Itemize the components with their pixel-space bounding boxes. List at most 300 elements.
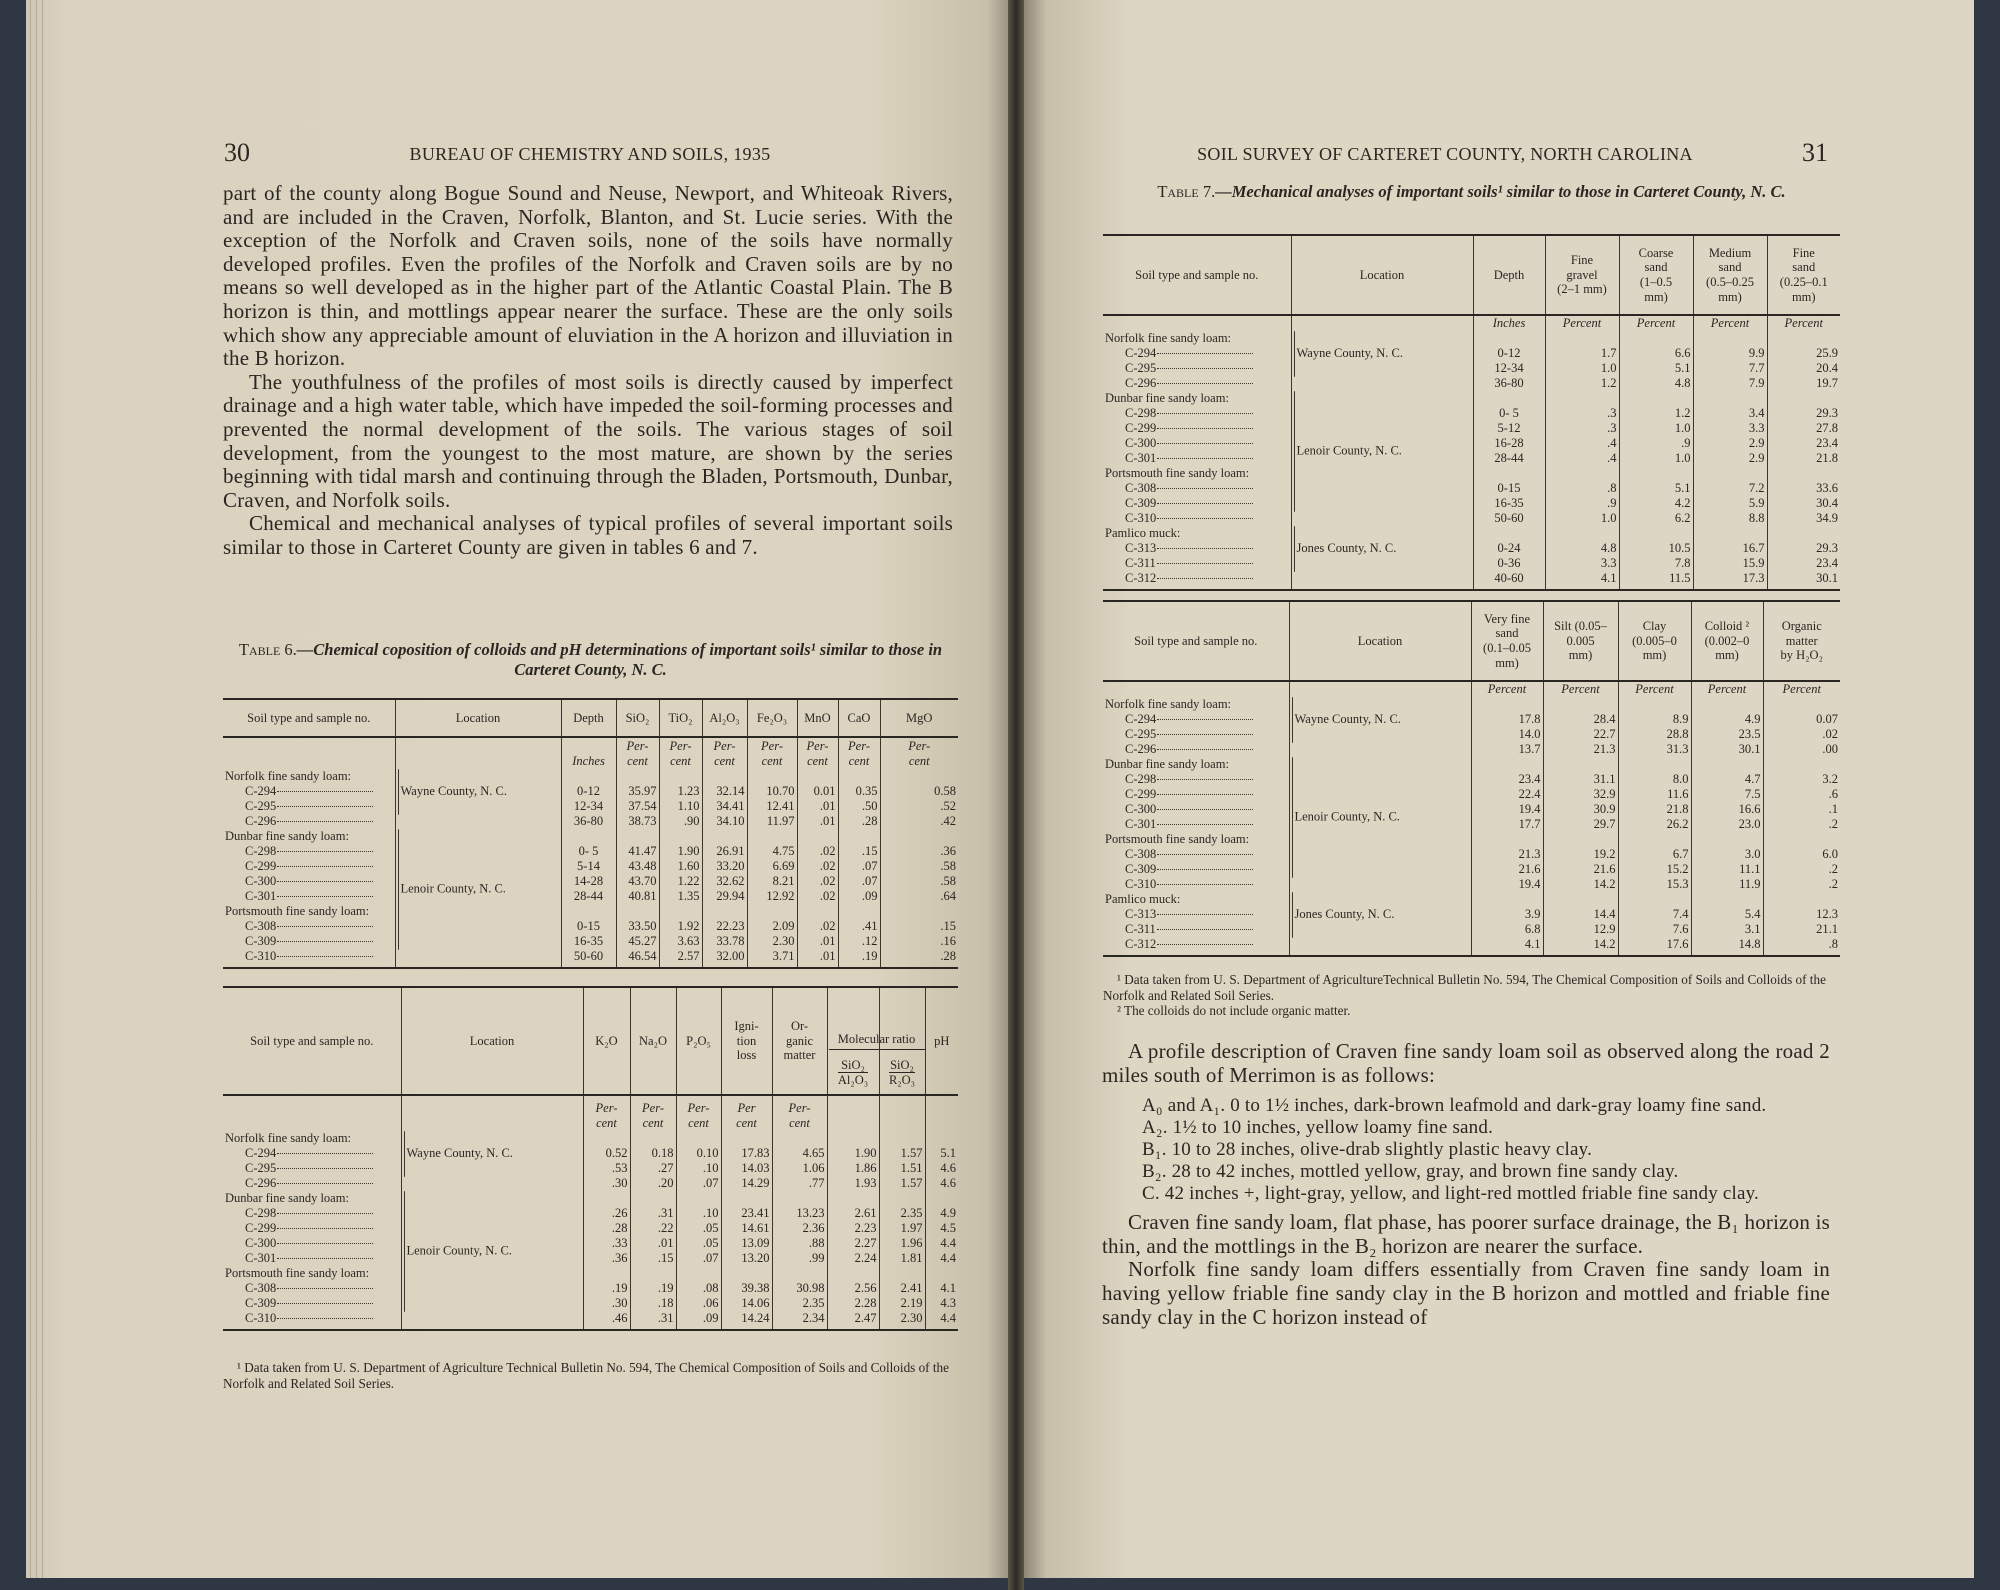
data-cell: 1.90 xyxy=(827,1146,879,1161)
data-cell: 1.7 xyxy=(1545,346,1619,361)
data-cell: 8.21 xyxy=(747,874,797,889)
blank-cell xyxy=(1103,315,1291,331)
data-cell: 28.4 xyxy=(1543,712,1618,727)
blank-cell xyxy=(395,737,561,769)
column-header: Igni- tion loss xyxy=(721,987,772,1095)
soil-type-name: Dunbar fine sandy loam: xyxy=(225,829,349,843)
table-row xyxy=(223,814,958,829)
profile-description-list xyxy=(1102,1095,1830,1205)
data-cell: 6.7 xyxy=(1618,847,1691,862)
unit-label: Per- cent xyxy=(583,1095,630,1131)
data-cell: 1.10 xyxy=(659,799,702,814)
data-cell: 4.8 xyxy=(1545,541,1619,556)
header-row xyxy=(223,699,958,737)
blank-cell xyxy=(1291,315,1473,331)
data-cell: 1.57 xyxy=(879,1176,925,1191)
data-cell: 30.1 xyxy=(1691,742,1763,757)
soil-type-name: Portsmouth fine sandy loam: xyxy=(225,904,370,918)
sample-label xyxy=(223,1311,401,1326)
sample-id: C-299 xyxy=(245,859,277,873)
dot-leader xyxy=(1157,869,1253,870)
data-cell: 2.34 xyxy=(772,1311,827,1326)
units-row xyxy=(1103,681,1840,697)
sample-id: C-296 xyxy=(245,1176,277,1190)
data-cell: 1.51 xyxy=(879,1161,925,1176)
data-cell: 34.10 xyxy=(702,814,747,829)
footnote: ¹ Data taken from U. S. Department of AgricultureTechnical Bulletin No. 594, The Chemical Composition of Soils and Colloids of the Norfolk and Related Soil Series. xyxy=(1103,972,1826,1003)
sample-id: C-294 xyxy=(245,784,277,798)
column-header: Location xyxy=(1289,601,1471,681)
unit-label: Per- cent xyxy=(838,737,880,769)
data-cell: 19.4 xyxy=(1471,802,1543,817)
blank-cell xyxy=(1693,331,1767,346)
soil-type-label xyxy=(1103,832,1289,847)
data-cell: .36 xyxy=(583,1251,630,1266)
sample-id: C-313 xyxy=(1125,907,1157,921)
soil-type-label xyxy=(1103,331,1291,346)
data-cell: .28 xyxy=(583,1221,630,1236)
data-cell: 30.9 xyxy=(1543,802,1618,817)
table7-mechanical-analyses-cont xyxy=(1103,600,1840,957)
unit-label: Inches xyxy=(561,737,616,769)
data-cell: .16 xyxy=(880,934,958,949)
sample-label xyxy=(1103,877,1289,892)
table-row xyxy=(1103,742,1840,757)
location-name: Jones County, N. C. xyxy=(1294,906,1395,921)
blank-cell xyxy=(659,964,702,968)
blank-cell xyxy=(721,1266,772,1281)
data-cell: 23.4 xyxy=(1767,436,1840,451)
data-cell: 33.50 xyxy=(616,919,659,934)
unit-label xyxy=(827,1095,879,1131)
unit-label: Per cent xyxy=(721,1095,772,1131)
blank-cell xyxy=(1691,952,1763,956)
location-name: Wayne County, N. C. xyxy=(1296,345,1404,360)
table-row xyxy=(223,1161,958,1176)
data-cell: 0.01 xyxy=(797,784,838,799)
blank-cell xyxy=(1691,832,1763,847)
data-cell: .2 xyxy=(1763,862,1840,877)
data-cell: 37.54 xyxy=(616,799,659,814)
data-cell: 14.29 xyxy=(721,1176,772,1191)
blank-cell xyxy=(797,769,838,784)
dot-leader xyxy=(1157,944,1253,945)
data-cell: 4.75 xyxy=(747,844,797,859)
dot-leader xyxy=(277,1153,373,1154)
column-header: Al₂O₃ xyxy=(702,699,747,737)
data-cell: 4.9 xyxy=(1691,712,1763,727)
data-cell: 1.81 xyxy=(879,1251,925,1266)
blank-cell xyxy=(1473,391,1545,406)
data-cell: 13.7 xyxy=(1471,742,1543,757)
blank-cell xyxy=(1767,526,1840,541)
column-header: Soil type and sample no. xyxy=(223,699,395,737)
data-cell: 1.93 xyxy=(827,1176,879,1191)
horizon-a2: A₂. 1½ to 10 inches, yellow loamy fine sand. xyxy=(1142,1117,1494,1139)
blank-cell xyxy=(827,1131,879,1146)
blank-cell xyxy=(1618,952,1691,956)
data-cell: .18 xyxy=(630,1296,676,1311)
data-cell: 4.7 xyxy=(1691,772,1763,787)
data-cell: .58 xyxy=(880,874,958,889)
data-cell: 1.2 xyxy=(1619,406,1693,421)
data-cell: .06 xyxy=(676,1296,721,1311)
data-cell: 12.3 xyxy=(1763,907,1840,922)
data-cell: 2.9 xyxy=(1693,436,1767,451)
data-cell: 2.28 xyxy=(827,1296,879,1311)
column-header: Colloid ² (0.002–0 mm) xyxy=(1691,601,1763,681)
blank-cell xyxy=(1767,391,1840,406)
data-cell: 35.97 xyxy=(616,784,659,799)
dot-leader xyxy=(277,806,373,807)
data-cell: .00 xyxy=(1763,742,1840,757)
data-cell: 19.4 xyxy=(1471,877,1543,892)
data-cell: .90 xyxy=(659,814,702,829)
sample-label xyxy=(1103,772,1289,787)
unit-label xyxy=(925,1095,958,1131)
ratio-fraction xyxy=(889,1058,915,1088)
table6-footnote: ¹ Data taken from U. S. Department of Agriculture Technical Bulletin No. 594, The Chemical Composition of Soils and Colloids of the Norfolk and Related Soil Series. xyxy=(223,1360,949,1391)
dot-leader xyxy=(277,1213,373,1214)
column-header: Location xyxy=(1291,235,1473,315)
data-cell: 14.2 xyxy=(1543,937,1618,952)
dot-leader xyxy=(1157,413,1253,414)
data-cell: .07 xyxy=(838,859,880,874)
spacer-row xyxy=(1103,952,1840,956)
sample-label xyxy=(1103,511,1291,526)
data-cell: 2.35 xyxy=(772,1296,827,1311)
dot-leader xyxy=(1157,563,1253,564)
table-row xyxy=(1103,847,1840,862)
brace-icon xyxy=(1292,757,1293,878)
blank-cell xyxy=(223,1095,401,1131)
data-cell: 0-24 xyxy=(1473,541,1545,556)
sample-id: C-311 xyxy=(1125,556,1156,570)
data-cell: 30.98 xyxy=(772,1281,827,1296)
blank-cell xyxy=(1763,832,1840,847)
location-cell xyxy=(395,769,561,829)
sample-id: C-309 xyxy=(245,1296,277,1310)
dot-leader xyxy=(1157,548,1253,549)
data-cell: .30 xyxy=(583,1176,630,1191)
data-cell: 14.2 xyxy=(1543,877,1618,892)
data-cell: 0.35 xyxy=(838,784,880,799)
unit-label: Percent xyxy=(1693,315,1767,331)
data-cell: .77 xyxy=(772,1176,827,1191)
sample-id: C-300 xyxy=(1125,436,1157,450)
data-cell: 10.70 xyxy=(747,784,797,799)
data-cell: 3.63 xyxy=(659,934,702,949)
blank-cell xyxy=(223,964,395,968)
data-cell: 21.6 xyxy=(1543,862,1618,877)
data-cell: 3.2 xyxy=(1763,772,1840,787)
unit-label: Per- cent xyxy=(880,737,958,769)
sample-id: C-311 xyxy=(1125,922,1156,936)
soil-type-heading-row xyxy=(223,1191,958,1206)
column-header: Soil type and sample no. xyxy=(1103,235,1291,315)
brace-icon xyxy=(1292,892,1293,938)
table-row xyxy=(1103,922,1840,937)
blank-cell xyxy=(1545,466,1619,481)
data-cell: 2.9 xyxy=(1693,451,1767,466)
soil-type-heading-row xyxy=(1103,757,1840,772)
data-cell: .33 xyxy=(583,1236,630,1251)
blank-cell xyxy=(676,1131,721,1146)
data-cell: 0-12 xyxy=(1473,346,1545,361)
blank-cell xyxy=(1693,466,1767,481)
data-cell: .02 xyxy=(797,889,838,904)
data-cell: 14-28 xyxy=(561,874,616,889)
sample-id: C-298 xyxy=(1125,772,1157,786)
data-cell: 2.61 xyxy=(827,1206,879,1221)
dot-leader xyxy=(1157,518,1253,519)
blank-cell xyxy=(702,904,747,919)
blank-cell xyxy=(1691,892,1763,907)
data-cell: 13.23 xyxy=(772,1206,827,1221)
blank-cell xyxy=(1693,391,1767,406)
data-cell: 21.8 xyxy=(1618,802,1691,817)
blank-cell xyxy=(880,904,958,919)
data-cell: 31.3 xyxy=(1618,742,1691,757)
table-row xyxy=(1103,907,1840,922)
sample-label xyxy=(1103,817,1289,832)
data-cell: 7.5 xyxy=(1691,787,1763,802)
data-cell: 4.65 xyxy=(772,1146,827,1161)
column-header: Organic matter by H₂O₂ xyxy=(1763,601,1840,681)
data-cell: 12.92 xyxy=(747,889,797,904)
sample-id: C-309 xyxy=(1125,496,1157,510)
data-cell: .50 xyxy=(838,799,880,814)
location-cell xyxy=(1289,892,1471,952)
data-cell: 46.54 xyxy=(616,949,659,964)
data-cell: 7.4 xyxy=(1618,907,1691,922)
data-cell: .02 xyxy=(797,919,838,934)
blank-cell xyxy=(772,1266,827,1281)
data-cell: 5.1 xyxy=(1619,481,1693,496)
data-cell: .02 xyxy=(1763,727,1840,742)
data-cell: 1.2 xyxy=(1545,376,1619,391)
data-cell: 1.0 xyxy=(1545,511,1619,526)
data-cell: 21.1 xyxy=(1763,922,1840,937)
data-cell: 2.27 xyxy=(827,1236,879,1251)
data-cell: .31 xyxy=(630,1311,676,1326)
soil-type-label xyxy=(1103,697,1289,712)
blank-cell xyxy=(772,1326,827,1330)
data-cell: 21.3 xyxy=(1471,847,1543,862)
column-header: Fine gravel (2–1 mm) xyxy=(1545,235,1619,315)
blank-cell xyxy=(1543,832,1618,847)
blank-cell xyxy=(838,829,880,844)
unit-label: Percent xyxy=(1691,681,1763,697)
sample-id: C-301 xyxy=(245,889,277,903)
blank-cell xyxy=(1767,586,1840,590)
data-cell: 23.4 xyxy=(1767,556,1840,571)
unit-label: Percent xyxy=(1767,315,1840,331)
data-cell: .08 xyxy=(676,1281,721,1296)
blank-cell xyxy=(676,1326,721,1330)
column-header: K₂O xyxy=(583,987,630,1095)
unit-label: Percent xyxy=(1471,681,1543,697)
sample-id: C-295 xyxy=(1125,727,1157,741)
location-cell xyxy=(1291,331,1473,391)
sample-label xyxy=(1103,481,1291,496)
data-cell: .4 xyxy=(1545,451,1619,466)
sample-id: C-301 xyxy=(1125,817,1157,831)
data-cell: .19 xyxy=(630,1281,676,1296)
dot-leader xyxy=(1157,809,1253,810)
data-cell: 0- 5 xyxy=(1473,406,1545,421)
data-cell: 12.9 xyxy=(1543,922,1618,937)
dot-leader xyxy=(277,866,373,867)
data-cell: 17.3 xyxy=(1693,571,1767,586)
blank-cell xyxy=(401,1095,583,1131)
data-cell: 1.92 xyxy=(659,919,702,934)
location-name: Lenoir County, N. C. xyxy=(406,1243,512,1258)
blank-cell xyxy=(925,1266,958,1281)
dot-leader xyxy=(277,851,373,852)
blank-cell xyxy=(827,1191,879,1206)
data-cell: 2.09 xyxy=(747,919,797,934)
table-row xyxy=(223,1206,958,1221)
data-cell: .4 xyxy=(1545,436,1619,451)
table-row xyxy=(1103,802,1840,817)
data-cell: 12.41 xyxy=(747,799,797,814)
data-cell: .01 xyxy=(797,949,838,964)
data-cell: 40-60 xyxy=(1473,571,1545,586)
sample-label xyxy=(223,844,395,859)
sample-id: C-312 xyxy=(1125,571,1157,585)
blank-cell xyxy=(1763,757,1840,772)
data-cell: 1.60 xyxy=(659,859,702,874)
dot-leader xyxy=(1157,794,1253,795)
sample-label xyxy=(1103,451,1291,466)
blank-cell xyxy=(721,1191,772,1206)
blank-cell xyxy=(925,1191,958,1206)
blank-cell xyxy=(1545,391,1619,406)
soil-type-label xyxy=(1103,526,1291,541)
data-cell: 16.7 xyxy=(1693,541,1767,556)
data-cell: 2.24 xyxy=(827,1251,879,1266)
soil-type-heading-row xyxy=(223,1266,958,1281)
sample-id: C-299 xyxy=(1125,787,1157,801)
data-cell: 19.2 xyxy=(1543,847,1618,862)
unit-label: Percent xyxy=(1763,681,1840,697)
data-cell: 32.14 xyxy=(702,784,747,799)
horizon-b1: B₁. 10 to 28 inches, olive-drab slightly plastic heavy clay. xyxy=(1142,1139,1593,1161)
soil-type-heading-row xyxy=(223,1131,958,1146)
data-cell: .01 xyxy=(797,814,838,829)
sample-id: C-310 xyxy=(1125,877,1157,891)
page-edge xyxy=(30,0,31,1578)
sample-id: C-299 xyxy=(1125,421,1157,435)
soil-type-heading-row xyxy=(1103,697,1840,712)
sample-id: C-310 xyxy=(245,1311,277,1325)
data-cell: 2.41 xyxy=(879,1281,925,1296)
blank-cell xyxy=(616,769,659,784)
data-cell: .07 xyxy=(676,1251,721,1266)
column-header: Soil type and sample no. xyxy=(1103,601,1289,681)
data-cell: 0-15 xyxy=(1473,481,1545,496)
data-cell: .05 xyxy=(676,1221,721,1236)
sample-label xyxy=(1103,742,1289,757)
data-cell: .27 xyxy=(630,1161,676,1176)
table-row xyxy=(223,1146,958,1161)
blank-cell xyxy=(747,964,797,968)
sample-id: C-296 xyxy=(1125,742,1157,756)
sample-label xyxy=(1103,421,1291,436)
sample-label xyxy=(223,814,395,829)
data-cell: 3.3 xyxy=(1693,421,1767,436)
table-row xyxy=(223,1296,958,1311)
sample-label xyxy=(1103,436,1291,451)
brace-icon xyxy=(1294,391,1295,512)
dot-leader xyxy=(1157,503,1253,504)
table-row xyxy=(223,784,958,799)
profile-intro: A profile description of Craven fine sandy loam soil as observed along the road 2 miles south of Merrimon is as follows: xyxy=(1102,1039,1830,1087)
unit-label: Percent xyxy=(1543,681,1618,697)
dot-leader xyxy=(277,791,373,792)
data-cell: 2.30 xyxy=(747,934,797,949)
soil-type-heading-row xyxy=(1103,832,1840,847)
data-cell: 9.9 xyxy=(1693,346,1767,361)
sample-label xyxy=(1103,847,1289,862)
units-row xyxy=(1103,315,1840,331)
blank-cell xyxy=(879,1326,925,1330)
table6-chemical-composition-cont xyxy=(223,986,958,1331)
brace-icon xyxy=(1292,697,1293,743)
data-cell: 30.1 xyxy=(1767,571,1840,586)
blank-cell xyxy=(561,904,616,919)
data-cell: 14.24 xyxy=(721,1311,772,1326)
sample-id: C-300 xyxy=(245,874,277,888)
dot-leader xyxy=(277,1228,373,1229)
dot-leader xyxy=(277,1168,373,1169)
sample-label xyxy=(223,874,395,889)
units-row xyxy=(223,1095,958,1131)
blank-cell xyxy=(1693,526,1767,541)
blank-cell xyxy=(797,904,838,919)
dot-leader xyxy=(1157,443,1253,444)
data-cell: 1.23 xyxy=(659,784,702,799)
data-cell: 11.5 xyxy=(1619,571,1693,586)
right-body-text xyxy=(1102,1040,1830,1329)
page-number: 31 xyxy=(1802,138,1828,167)
sample-label xyxy=(1103,787,1289,802)
location-name: Lenoir County, N. C. xyxy=(400,881,506,896)
data-cell: 39.38 xyxy=(721,1281,772,1296)
data-cell: .15 xyxy=(630,1251,676,1266)
data-cell: .12 xyxy=(838,934,880,949)
table-row xyxy=(223,1236,958,1251)
data-cell: .8 xyxy=(1763,937,1840,952)
dot-leader xyxy=(1157,428,1253,429)
data-cell: 8.0 xyxy=(1618,772,1691,787)
data-cell: 17.83 xyxy=(721,1146,772,1161)
sample-label xyxy=(223,859,395,874)
data-cell: .1 xyxy=(1763,802,1840,817)
dot-leader xyxy=(1157,929,1253,930)
data-cell: 0-36 xyxy=(1473,556,1545,571)
table7-label: Table 7. xyxy=(1157,182,1216,201)
dot-leader xyxy=(1157,578,1253,579)
data-cell: 5-14 xyxy=(561,859,616,874)
data-cell: .36 xyxy=(880,844,958,859)
blank-cell xyxy=(1545,526,1619,541)
data-cell: 2.19 xyxy=(879,1296,925,1311)
data-cell: 15.9 xyxy=(1693,556,1767,571)
data-cell: 4.6 xyxy=(925,1176,958,1191)
dot-leader xyxy=(1157,368,1253,369)
